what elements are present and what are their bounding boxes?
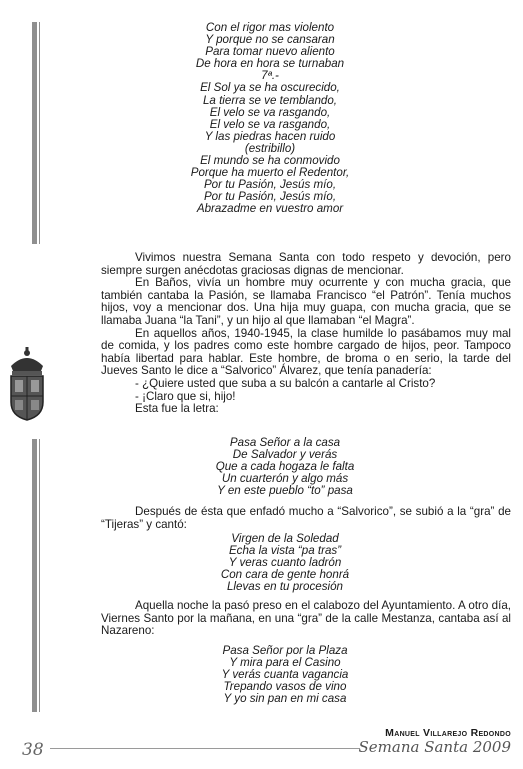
- verse-line: De Salvador y verás: [232, 448, 338, 462]
- margin-rule-bottom: [32, 439, 37, 712]
- verse-line: 7ª.-: [261, 69, 279, 83]
- margin-rule-bottom-thin: [39, 439, 40, 712]
- paragraph-banos: En Baños, vivía un hombre muy ocurrente y con mucha gracia, que también cantaba la Pasión, se llamaba Francisco “el Patrón”. Tenía muchos hijos, voy a mencionar dos. Una hija muy guapa, con mucha gracia, que se llamaba Juana “la Tani”, y un hijo al que llamaban “el Magra”.: [101, 276, 511, 327]
- poem-verses-c: [150, 645, 420, 705]
- verse-line: Y veras cuanto ladrón: [228, 556, 342, 570]
- dialog-line: - ¡Claro que si, hijo!: [135, 389, 236, 403]
- verse-line: Trepando vasos de vino: [223, 680, 347, 694]
- verse-line: Un cuarterón y algo más: [221, 472, 349, 486]
- verse-line: (estribillo): [244, 141, 296, 155]
- author-name: Manuel Villarejo Redondo: [385, 727, 511, 739]
- verse-line: El mundo se ha conmovido: [200, 154, 340, 168]
- verse-line: De hora en hora se turnaban: [195, 57, 345, 71]
- verse-line: Y las piedras hacen ruido: [204, 129, 336, 143]
- verse-line: El velo se va rasgando,: [209, 105, 331, 119]
- prose-block-2: [101, 506, 511, 531]
- verse-line: Con el rigor mas violento: [205, 21, 335, 34]
- prose-block-3: [101, 600, 511, 638]
- publication-title: Semana Santa 2009: [358, 738, 511, 756]
- footer-rule: [50, 748, 360, 749]
- verse-line: Por tu Pasión, Jesús mío,: [203, 190, 337, 204]
- verse-line: Que a cada hogaza le falta: [215, 460, 355, 474]
- verse-line: La tierra se ve temblando,: [202, 93, 338, 107]
- verse-line: Y en este pueblo “to” pasa: [217, 484, 353, 498]
- paragraph-calabozo: Aquella noche la pasó preso en el calabozo del Ayuntamiento. A otro día, Viernes Santo por la mañana, en una “gra” de la calle Mestanza, cantaba así al Nazareno:: [101, 599, 511, 638]
- dialog-line: - ¿Quiere usted que suba a su balcón a cantarle al Cristo?: [135, 376, 436, 390]
- lyrics-intro: Esta fue la letra:: [135, 402, 219, 416]
- poem-verses-a: [150, 437, 420, 497]
- verse-line: El velo se va rasgando,: [209, 117, 331, 131]
- verse-line: Porque ha muerto el Redentor,: [190, 166, 350, 180]
- verse-line: Abrazadme en vuestro amor: [196, 202, 344, 216]
- paragraph-intro: Vivimos nuestra Semana Santa con todo respeto y devoción, pero siempre surgen anécdotas graciosas dignas de mencionar.: [101, 251, 511, 277]
- verse-line: Pasa Señor por la Plaza: [222, 644, 348, 657]
- verse-line: Para tomar nuevo aliento: [205, 45, 335, 59]
- verse-line: Por tu Pasión, Jesús mío,: [203, 178, 337, 192]
- poem-verses-b: [150, 533, 420, 593]
- page-number: 38: [22, 740, 44, 760]
- verse-line: Y verás cuanta vagancia: [221, 668, 349, 682]
- poem-verses-top: [110, 22, 430, 216]
- margin-rule-top: [32, 22, 37, 244]
- verse-line: El Sol ya se ha oscurecido,: [200, 81, 340, 95]
- verse-line: Y yo sin pan en mi casa: [223, 692, 347, 706]
- verse-line: Y mira para el Casino: [229, 656, 341, 670]
- verse-line: Con cara de gente honrá: [220, 568, 350, 582]
- verse-line: Llevas en tu procesión: [226, 580, 343, 594]
- verse-line: Y porque no se cansaran: [205, 33, 335, 47]
- verse-line: Virgen de la Soledad: [231, 532, 339, 545]
- margin-rule-top-thin: [39, 22, 40, 244]
- prose-block-1: [101, 252, 511, 416]
- coat-of-arms-icon: [5, 346, 49, 422]
- paragraph-tijeras: Después de ésta que enfadó mucho a “Salvorico”, se subió a la “gra” de “Tijeras” y cantó:: [101, 505, 511, 531]
- verse-line: Echa la vista “pa tras”: [228, 544, 342, 558]
- verse-line: Pasa Señor a la casa: [229, 436, 341, 449]
- paragraph-anos: En aquellos años, 1940-1945, la clase humilde lo pasábamos muy mal de comida, y los padres como este hombre cargado de hijos, peor. Tampoco había libertad para hablar. Este hombre, de broma o en serio, la tarde del Jueves Santo le dice a “Salvorico” Álvarez, que tenía panadería:: [101, 326, 511, 378]
